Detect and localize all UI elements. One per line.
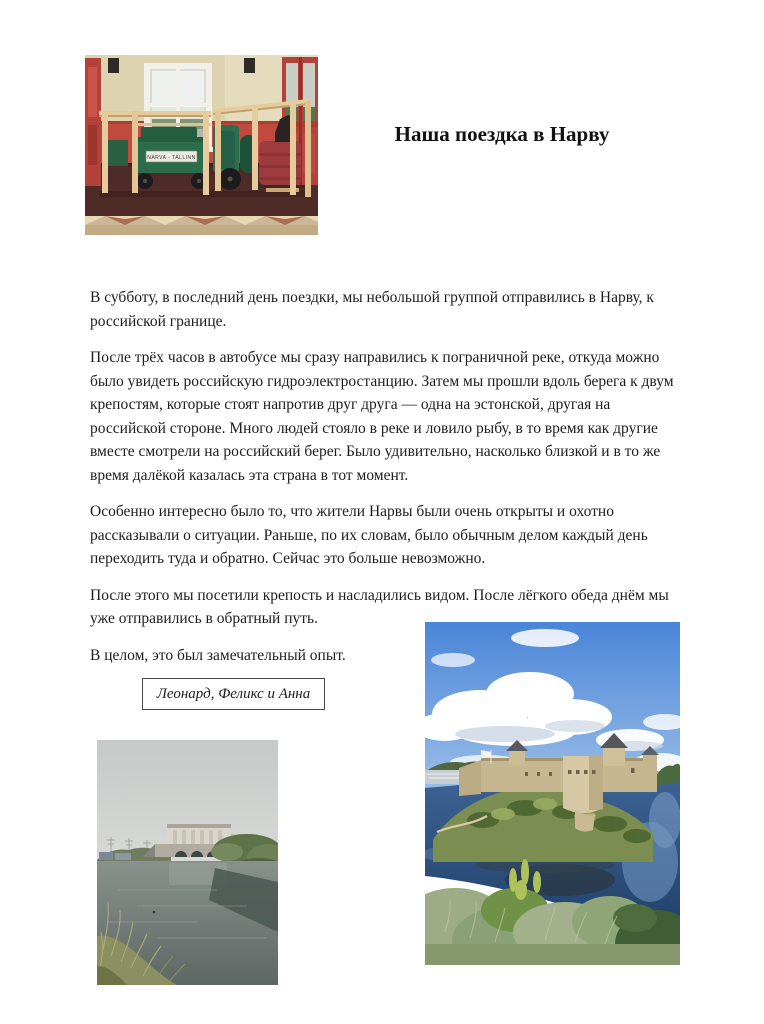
article-body <box>90 286 674 680</box>
signature-box <box>142 678 325 710</box>
paragraph-4: После этого мы посетили крепость и насладились видом. После лёгкого обеда днём мы уже отправились в обратный путь. <box>90 586 669 627</box>
paragraph-2: После трёх часов в автобусе мы сразу направились к пограничной реке, откуда можно было увидеть российскую гидроэлектростанцию. Затем мы прошли вдоль берега к двум крепостям, которые стоят напротив друг друга — одна на эстонской, другая на российской стороне. Много людей стояло в реке и ловило рыбу, в то время как другие вместе смотрели на российский берег. Было удивительно, насколько близкой и в то же время далёкой казалась эта страна в тот момент. <box>90 349 674 484</box>
toy-train-illustration <box>85 55 318 235</box>
toy-train-photo <box>85 55 318 235</box>
signature-text: Леонард, Феликс и Анна <box>156 685 311 702</box>
river-illustration <box>97 740 278 985</box>
paragraph-3: Особенно интересно было то, что жители Нарвы были очень открыты и охотно рассказывали о ситуации. Раньше, по их словам, было обычным делом каждый день переходить туда и обратно. Сейчас это больше невозможно. <box>90 503 648 567</box>
page-title: Наша поездка в Нарву <box>394 122 610 146</box>
river-power-station-photo <box>97 740 278 985</box>
paragraph-1: В субботу, в последний день поездки, мы небольшой группой отправились в Нарву, к российской границе. <box>90 289 654 330</box>
train-destination-sign: NARVA - TALLINN <box>147 155 196 161</box>
paragraph-5: В целом, это был замечательный опыт. <box>90 646 346 664</box>
fortress-illustration <box>425 622 680 965</box>
fortress-photo <box>425 622 680 965</box>
